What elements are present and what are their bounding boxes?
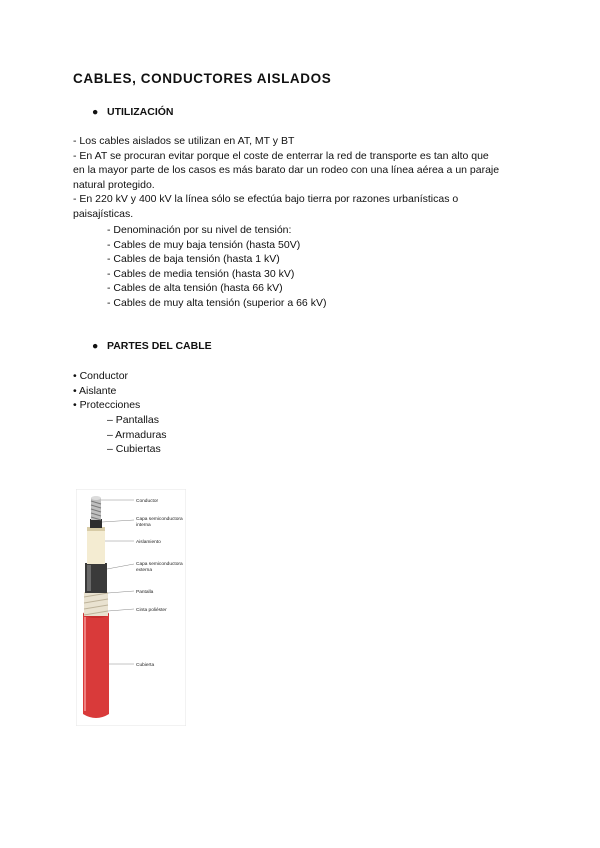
cubierta-layer — [83, 614, 109, 718]
paragraph-line: - En 220 kV y 400 kV la línea sólo se efectúa bajo tierra por razones urbanísticas o — [73, 193, 459, 205]
paragraph-line: en la mayor parte de los casos es más barato dar un rodeo con una línea aérea a un paraje — [73, 164, 500, 176]
label-cubierta: Cubierta — [136, 663, 155, 668]
label-conductor: Conductor — [136, 499, 159, 504]
label-semiconductora-externa: Capa semiconductora — [136, 562, 183, 567]
semiconductora-interna-layer — [90, 519, 102, 528]
list-item: • Protecciones — [73, 399, 141, 411]
list-item: - Cables de muy alta tensión (superior a 66 kV) — [107, 296, 327, 309]
list-item: - Cables de muy baja tensión (hasta 50V) — [107, 238, 301, 251]
label-semiconductora-interna-2: interna — [136, 523, 151, 528]
label-aislamiento: Aislamiento — [136, 540, 161, 545]
list-item: - Cables de baja tensión (hasta 1 kV) — [107, 253, 280, 265]
aislamiento-layer — [87, 527, 105, 564]
list-item: - Cables de media tensión (hasta 30 kV) — [107, 267, 295, 280]
conductor-end — [91, 496, 101, 500]
label-pantalla: Pantalla — [136, 590, 154, 595]
paragraph-line: - Los cables aislados se utilizan en AT, MT y BT — [73, 135, 295, 147]
section-heading-label: UTILIZACIÓN — [107, 106, 174, 118]
list-item: • Conductor — [73, 370, 129, 382]
label-semiconductora-interna: Capa semiconductora — [136, 517, 183, 522]
paragraph-line: paisajísticas. — [73, 207, 134, 220]
sub-list-item: – Pantallas — [107, 414, 159, 426]
section-heading-utilizacion — [92, 106, 174, 118]
cable-diagram — [76, 489, 186, 726]
section-heading-partes — [92, 340, 212, 352]
paragraph-line: - En AT se procuran evitar porque el coste de enterrar la red de transporte es tan alto que — [73, 149, 489, 162]
list-item: - Denominación por su nivel de tensión: — [107, 224, 292, 236]
list-item: • Aislante — [73, 384, 117, 397]
sub-list-item: – Cubiertas — [107, 443, 161, 455]
paragraph-line: natural protegido. — [73, 178, 155, 191]
pantalla-layer — [84, 592, 108, 616]
sub-list-item: – Armaduras — [107, 428, 167, 441]
label-semiconductora-externa-2: externa — [136, 568, 152, 573]
document-title: CABLES, CONDUCTORES AISLADOS — [73, 71, 332, 86]
bullet-icon: ● — [92, 340, 99, 352]
bullet-icon: ● — [92, 106, 99, 118]
semicon-highlight — [87, 565, 91, 591]
section-heading-label: PARTES DEL CABLE — [107, 340, 212, 352]
label-cinta-poliester: Cinta poliéster — [136, 608, 167, 613]
list-item: - Cables de alta tensión (hasta 66 kV) — [107, 282, 283, 294]
